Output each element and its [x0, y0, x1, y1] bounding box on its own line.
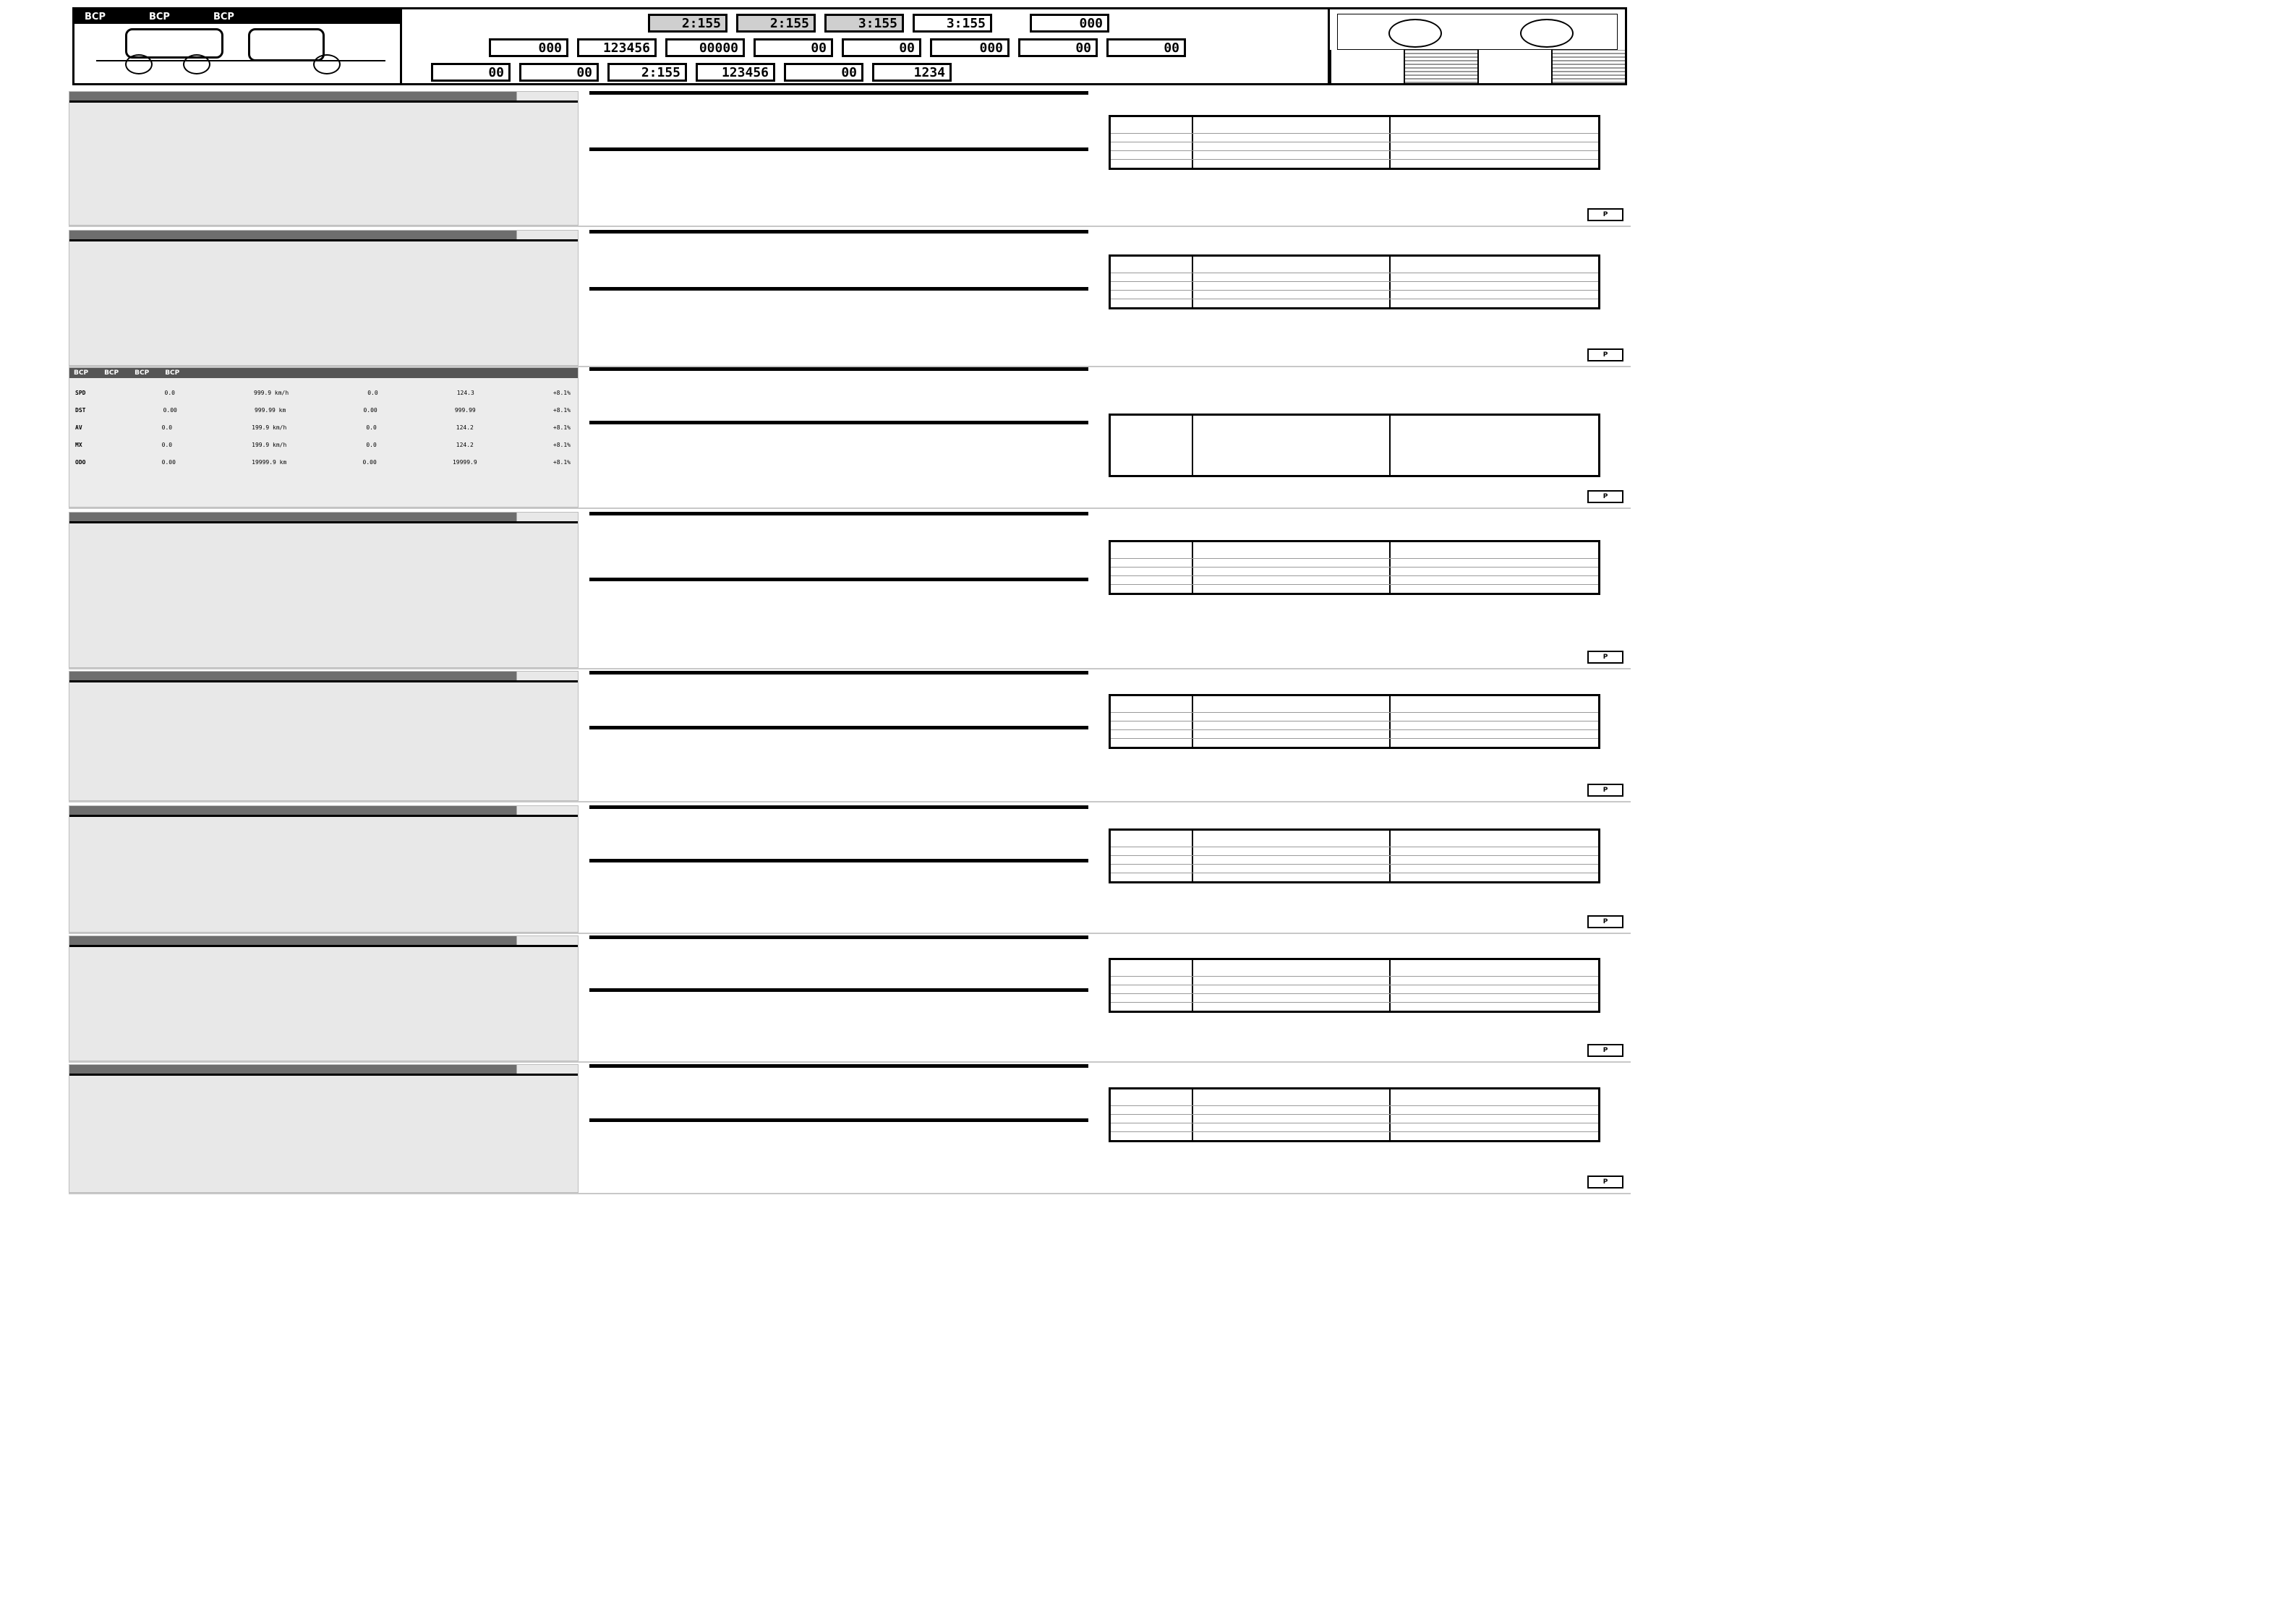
spec-notes	[589, 367, 1088, 508]
section-text-column	[589, 512, 1088, 668]
lcd-display: 00	[842, 38, 921, 57]
lcd-display: 123456	[577, 38, 657, 57]
wheel-icon	[125, 54, 153, 74]
spec-cell: +8.1%	[552, 442, 571, 448]
divider	[69, 815, 578, 817]
lcd-display: 3:155	[913, 14, 992, 33]
section-tab	[69, 513, 578, 521]
spec-cell: +8.1%	[552, 459, 571, 466]
manual-section	[69, 230, 1631, 367]
section-tab	[69, 936, 578, 945]
device-illustration	[74, 9, 402, 83]
divider	[589, 230, 1088, 234]
spec-header-label: BCP	[135, 369, 150, 377]
divider	[589, 859, 1088, 862]
section-text-column	[589, 671, 1088, 801]
section-tab	[69, 806, 578, 815]
page-marker: P	[1587, 1176, 1623, 1189]
page-marker: P	[1587, 1044, 1623, 1057]
section-table	[1109, 254, 1600, 309]
lcd-display: 00	[1106, 38, 1186, 57]
spec-row	[75, 442, 571, 449]
table-cell	[1477, 50, 1551, 83]
page-marker: P	[1587, 784, 1623, 797]
lcd-display: 1234	[872, 63, 952, 82]
lcd-display: 00	[431, 63, 511, 82]
divider	[69, 521, 578, 523]
spec-cell: 0.0	[366, 442, 377, 448]
spec-header-label: BCP	[74, 369, 89, 377]
page-marker: P	[1587, 490, 1623, 503]
section-table-column	[1103, 671, 1631, 801]
manual-section	[69, 91, 1631, 227]
spec-cell: 0.0	[367, 390, 378, 396]
section-tab	[69, 231, 578, 239]
spec-cell: +8.1%	[552, 390, 571, 396]
page-marker: P	[1587, 348, 1623, 361]
spec-table	[1109, 414, 1600, 477]
spec-cell: 0.0	[366, 424, 377, 431]
divider	[589, 935, 1088, 939]
divider	[69, 680, 578, 682]
section-table	[1109, 958, 1600, 1013]
section-tab	[69, 1065, 578, 1074]
spec-cell: 0.0	[161, 424, 173, 431]
spec-cell: 0.0	[164, 390, 175, 396]
section-tab	[69, 92, 578, 100]
section-table-column	[1103, 935, 1631, 1061]
spec-cell: 999.99 km	[254, 407, 286, 414]
mount-bracket-icon	[248, 28, 325, 61]
lcd-display: 00	[754, 38, 833, 57]
brand-bar	[74, 9, 400, 24]
bicycle-icon	[96, 60, 385, 83]
page-marker: P	[1587, 208, 1623, 221]
lcd-row	[402, 63, 1328, 82]
divider	[69, 945, 578, 947]
divider	[69, 1074, 578, 1076]
lcd-display: 2:155	[607, 63, 687, 82]
spec-cell: AV	[75, 424, 82, 431]
section-tab	[69, 672, 578, 680]
spec-cell: 19999.9	[452, 459, 477, 466]
section-panel	[69, 230, 579, 366]
lcd-display: 000	[489, 38, 568, 57]
section-table	[1109, 828, 1600, 883]
spec-cell: 19999.9 km	[252, 459, 287, 466]
spec-cell: +8.1%	[552, 407, 571, 414]
wheel-icon	[1520, 19, 1574, 48]
divider	[589, 671, 1088, 675]
divider	[69, 100, 578, 103]
spec-header-label: BCP	[104, 369, 119, 377]
section-text-column	[589, 1064, 1088, 1193]
spec-cell: 999.99	[454, 407, 476, 414]
divider	[589, 287, 1088, 291]
manual-section	[69, 1064, 1631, 1194]
section-table-column	[1103, 1064, 1631, 1193]
manual-section	[69, 512, 1631, 669]
section-panel	[69, 512, 579, 668]
brand-label: BCP	[148, 11, 170, 22]
divider	[589, 805, 1088, 809]
wheel-icon	[183, 54, 210, 74]
spec-cell: 0.00	[161, 459, 176, 466]
lcd-display: 000	[930, 38, 1010, 57]
spec-cell: 0.00	[363, 407, 377, 414]
manual-section	[69, 935, 1631, 1063]
lcd-row	[402, 14, 1328, 33]
divider	[589, 988, 1088, 992]
spec-row	[75, 407, 571, 414]
table-cell	[1551, 50, 1625, 83]
section-table	[1109, 540, 1600, 595]
spec-cell: 199.9 km/h	[252, 424, 287, 431]
lcd-display: 3:155	[824, 14, 904, 33]
section-panel	[69, 1064, 579, 1193]
header-strip	[72, 7, 1627, 85]
lcd-display: 000	[1030, 14, 1109, 33]
section-table-column	[1103, 230, 1631, 366]
divider	[589, 1118, 1088, 1122]
page-marker: P	[1587, 915, 1623, 928]
manual-section	[69, 671, 1631, 802]
section-text-column	[589, 935, 1088, 1061]
lcd-display: 2:155	[736, 14, 816, 33]
section-panel	[69, 91, 579, 226]
spec-header	[69, 368, 578, 378]
display-modes	[402, 9, 1330, 83]
spec-cell: 999.9 km/h	[254, 390, 289, 396]
spec-cell: 124.2	[456, 424, 474, 431]
divider	[589, 91, 1088, 95]
section-text-column	[589, 805, 1088, 933]
section-table	[1109, 694, 1600, 749]
wheel-size-panel	[1330, 9, 1625, 83]
spec-cell: +8.1%	[552, 424, 571, 431]
spec-table-area	[1103, 367, 1631, 508]
divider	[589, 147, 1088, 151]
lcd-row	[402, 38, 1328, 57]
sensor-icon	[313, 54, 341, 74]
table-cell	[1404, 50, 1477, 83]
divider	[589, 578, 1088, 581]
section-panel	[69, 805, 579, 933]
spec-cell: SPD	[75, 390, 86, 396]
brand-label: BCP	[213, 11, 234, 22]
table-cell	[1330, 50, 1404, 83]
section-text-column	[589, 230, 1088, 366]
spec-header-label: BCP	[165, 369, 180, 377]
manual-section	[69, 805, 1631, 934]
section-table-column	[1103, 805, 1631, 933]
spec-data-panel	[69, 367, 579, 508]
brand-label: BCP	[85, 11, 106, 22]
spec-cell: 124.3	[456, 390, 474, 396]
divider	[589, 1064, 1088, 1068]
divider	[589, 421, 1088, 424]
lcd-display: 00	[519, 63, 599, 82]
page-marker: P	[1587, 651, 1623, 664]
section-panel	[69, 671, 579, 801]
wheel-icon	[1388, 19, 1442, 48]
spec-cell: 199.9 km/h	[252, 442, 287, 448]
spec-cell: DST	[75, 407, 86, 414]
divider	[589, 367, 1088, 371]
section-table	[1109, 1087, 1600, 1142]
lcd-display: 00000	[665, 38, 745, 57]
spec-cell: MX	[75, 442, 82, 448]
wheel-diagram	[1337, 14, 1618, 50]
section-panel	[69, 935, 579, 1061]
lcd-display: 00	[784, 63, 863, 82]
section-table-column	[1103, 512, 1631, 668]
section-table-column	[1103, 91, 1631, 226]
spec-cell: ODO	[75, 459, 86, 466]
section-table	[1109, 115, 1600, 170]
lcd-display: 123456	[696, 63, 775, 82]
lcd-display: 2:155	[648, 14, 727, 33]
spec-row	[75, 459, 571, 466]
section-text-column	[589, 91, 1088, 226]
spec-row	[75, 424, 571, 432]
lcd-display: 00	[1018, 38, 1098, 57]
divider	[69, 239, 578, 241]
spec-cell: 0.0	[161, 442, 173, 448]
spec-cell: 124.2	[456, 442, 474, 448]
spec-row	[75, 390, 571, 397]
manual-section	[69, 367, 1631, 509]
wheel-size-table	[1330, 50, 1625, 83]
divider	[589, 512, 1088, 515]
spec-cell: 0.00	[163, 407, 177, 414]
divider	[589, 726, 1088, 729]
spec-cell: 0.00	[362, 459, 377, 466]
